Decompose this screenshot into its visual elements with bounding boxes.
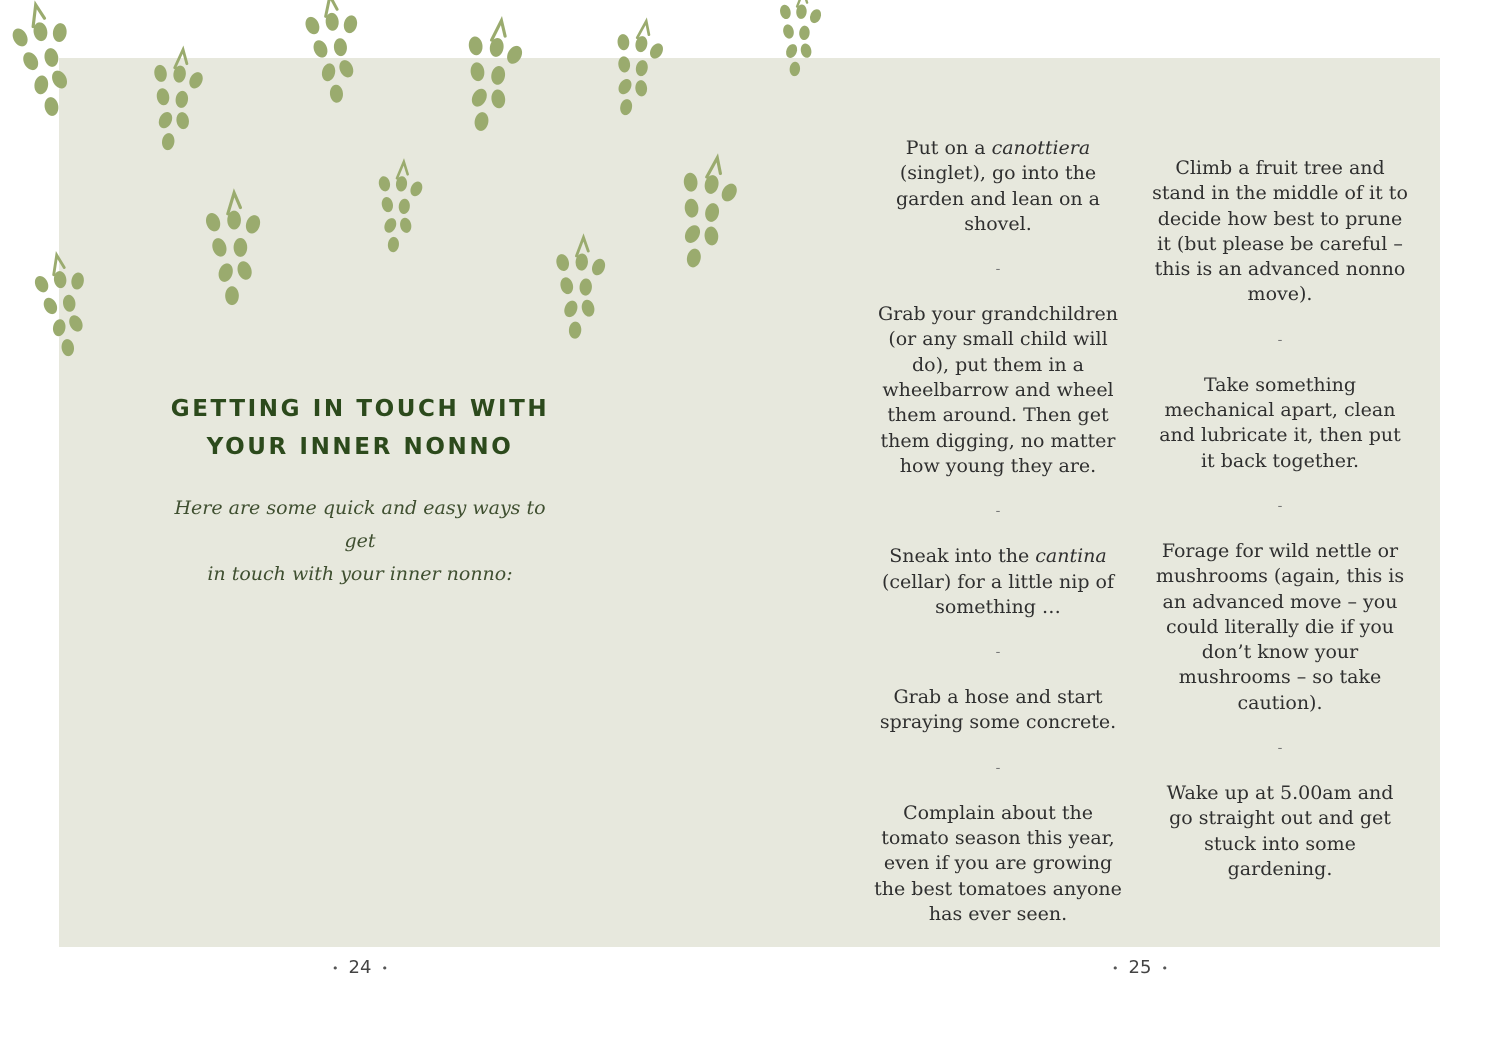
grape-icon: [325, 12, 340, 31]
grape-icon: [799, 25, 811, 40]
separator: -: [1277, 740, 1283, 757]
tip-item: Sneak into the cantina (cellar) for a little nip of something …: [881, 545, 1115, 618]
grape-icon: [43, 96, 60, 117]
grape-icon: [488, 37, 505, 58]
grape-icon: [342, 14, 359, 34]
grape-icon: [617, 33, 630, 50]
grape-icon: [52, 22, 68, 43]
tips-column-2: [1152, 156, 1408, 882]
grape-icon: [10, 26, 31, 49]
grape-icon: [779, 4, 792, 20]
tip-item: Grab a hose and start spraying some concrete.: [879, 686, 1117, 734]
heading-line-1: GETTING IN TOUCH WITH: [170, 396, 550, 422]
page-number-text: 25: [1128, 957, 1152, 978]
separator: -: [995, 261, 1001, 278]
grape-icon: [303, 15, 322, 37]
bullet-glyph: •: [1112, 961, 1119, 975]
grape-icon: [333, 38, 348, 57]
bullet-glyph: •: [381, 961, 388, 975]
separator: -: [995, 644, 1001, 661]
tip-item: Put on a canottiera (singlet), go into the garden and lean on a shovel.: [896, 137, 1100, 235]
tip-item: Take something mechanical apart, clean and lubricate it, then put it back together.: [1159, 373, 1401, 472]
page-number-right: [1100, 957, 1180, 978]
separator: -: [995, 503, 1001, 520]
grape-icon: [634, 35, 649, 53]
left-page-content: [160, 390, 560, 591]
tip-item: Climb a fruit tree and stand in the middle of it to decide how best to prune it (but please be careful – this is an advanced nonno move).: [1152, 157, 1408, 306]
tip-item: Forage for wild nettle or mushrooms (again, this is an advanced move – you could literally die if you don’t know your mushrooms – so take caution).: [1155, 539, 1405, 714]
grape-icon: [32, 21, 49, 42]
page-number-left: [320, 957, 400, 978]
tip-item: Grab your grandchildren (or any small child will do), put them in a wheelbarrow and wheel them around. Then get them digging, no matter how young they are.: [877, 303, 1119, 477]
separator: -: [1277, 331, 1283, 348]
grape-icon: [799, 42, 812, 58]
grape-icon: [311, 38, 330, 60]
grape-icon: [33, 75, 49, 96]
page-number-text: 24: [348, 957, 372, 978]
grape-icon: [41, 296, 60, 317]
bullet-glyph: •: [1161, 961, 1168, 975]
grape-icon: [20, 50, 41, 73]
grape-icon: [808, 8, 823, 25]
intro-line-2: in touch with your inner nonno:: [207, 563, 513, 585]
tip-item: Wake up at 5.00am and go straight out and get stuck into some gardening.: [1166, 782, 1394, 880]
grape-icon: [796, 4, 808, 19]
tips-column-1: [870, 136, 1126, 927]
bullet-glyph: •: [332, 961, 339, 975]
grape-icon: [782, 23, 795, 39]
section-heading: [160, 390, 560, 466]
tip-item: Complain about the tomato season this year, even if you are growing the best tomatoes anyone has ever seen.: [874, 801, 1122, 925]
intro-text: [160, 492, 560, 591]
grape-icon: [43, 47, 60, 68]
separator: -: [1277, 497, 1283, 514]
grape-icon: [32, 274, 51, 295]
separator: -: [995, 759, 1001, 776]
heading-line-2: YOUR INNER NONNO: [206, 434, 514, 460]
grape-icon: [468, 36, 484, 57]
intro-line-1: Here are some quick and easy ways to get: [174, 497, 546, 552]
